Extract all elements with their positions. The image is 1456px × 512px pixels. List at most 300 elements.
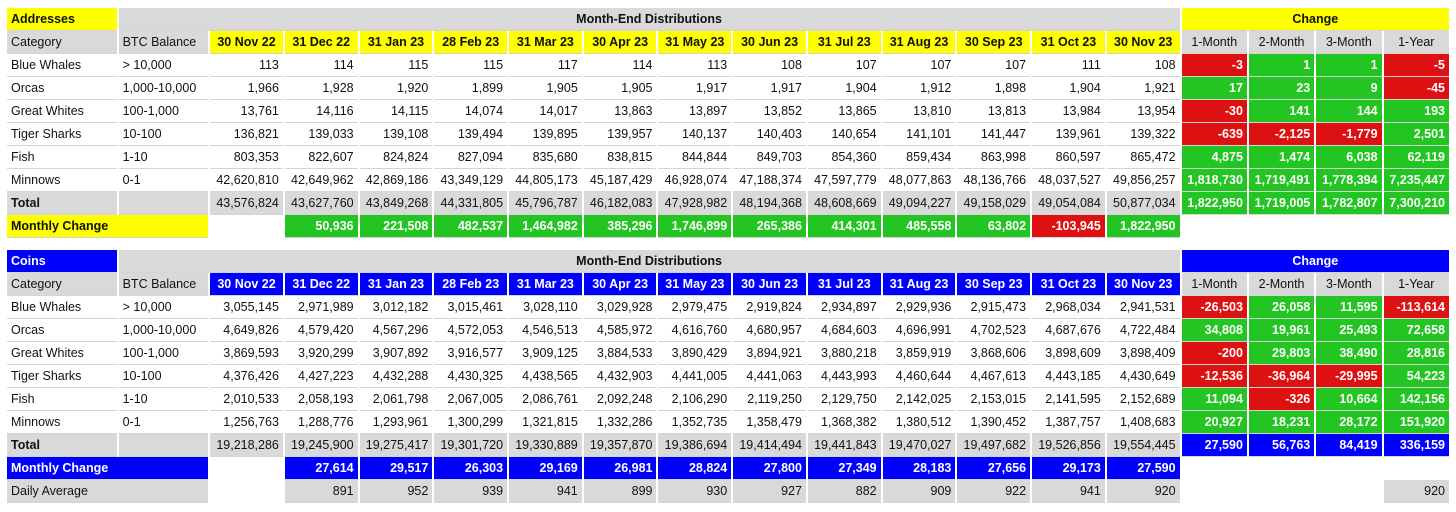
change-cell: 18,231 [1249, 411, 1314, 434]
monthly-change-cell: 29,169 [509, 457, 582, 480]
total-cell: 19,330,889 [509, 434, 582, 457]
change-cell: 7,235,447 [1384, 169, 1449, 192]
total-change-cell: 1,782,807 [1316, 192, 1381, 215]
value-cell: 3,898,409 [1107, 342, 1180, 365]
change-cell: -639 [1182, 123, 1247, 146]
value-cell: 4,430,649 [1107, 365, 1180, 388]
value-cell: 108 [733, 54, 806, 77]
category-cell: Tiger Sharks [7, 123, 117, 146]
value-cell: 3,859,919 [883, 342, 956, 365]
monthly-change-cell: 1,464,982 [509, 215, 582, 238]
value-cell: 42,869,186 [360, 169, 433, 192]
value-cell: 1,408,683 [1107, 411, 1180, 434]
value-cell: 863,998 [957, 146, 1030, 169]
value-cell: 107 [808, 54, 881, 77]
change-col-header: 2-Month [1249, 31, 1314, 54]
value-cell: 849,703 [733, 146, 806, 169]
value-cell: 3,012,182 [360, 296, 433, 319]
total-cell: 19,386,694 [658, 434, 731, 457]
month-header: 31 May 23 [658, 31, 731, 54]
category-header: Category [7, 31, 117, 54]
value-cell: 48,077,863 [883, 169, 956, 192]
change-cell: 1,778,394 [1316, 169, 1381, 192]
value-cell: 46,928,074 [658, 169, 731, 192]
monthly-change-cell: 27,656 [957, 457, 1030, 480]
monthly-change-row [7, 457, 1449, 480]
value-cell: 4,441,063 [733, 365, 806, 388]
total-cell: 19,218,286 [210, 434, 283, 457]
monthly-change-cell: 482,537 [434, 215, 507, 238]
value-cell: 1,966 [210, 77, 283, 100]
value-cell: 2,152,689 [1107, 388, 1180, 411]
total-change-cell: 27,590 [1182, 434, 1247, 457]
category-cell: Orcas [7, 77, 117, 100]
value-cell: 1,905 [584, 77, 657, 100]
value-cell: 4,438,565 [509, 365, 582, 388]
value-cell: 1,899 [434, 77, 507, 100]
value-cell: 139,895 [509, 123, 582, 146]
month-header: 30 Nov 22 [210, 31, 283, 54]
value-cell: 14,115 [360, 100, 433, 123]
value-cell: 2,971,989 [285, 296, 358, 319]
change-cell: -2,125 [1249, 123, 1314, 146]
month-header: 31 Oct 23 [1032, 31, 1105, 54]
change-cell: 20,927 [1182, 411, 1247, 434]
value-cell: 1,300,299 [434, 411, 507, 434]
daily-average-cell: 922 [957, 480, 1030, 503]
change-cell: -12,536 [1182, 365, 1247, 388]
balance-cell: 1,000-10,000 [119, 77, 209, 100]
blank-cell [1384, 457, 1449, 480]
blank-cell [1182, 215, 1247, 238]
change-col-header: 1-Month [1182, 31, 1247, 54]
value-cell: 2,141,595 [1032, 388, 1105, 411]
value-cell: 3,894,921 [733, 342, 806, 365]
value-cell: 4,443,993 [808, 365, 881, 388]
change-cell: 151,920 [1384, 411, 1449, 434]
month-end-header: Month-End Distributions [119, 250, 1180, 273]
value-cell: 3,916,577 [434, 342, 507, 365]
value-cell: 4,616,760 [658, 319, 731, 342]
value-cell: 822,607 [285, 146, 358, 169]
value-cell: 1,904 [1032, 77, 1105, 100]
value-cell: 13,865 [808, 100, 881, 123]
change-cell: 38,490 [1316, 342, 1381, 365]
value-cell: 141,101 [883, 123, 956, 146]
value-cell: 47,597,779 [808, 169, 881, 192]
change-cell: 54,223 [1384, 365, 1449, 388]
total-cell: 44,331,805 [434, 192, 507, 215]
blank-cell [1316, 457, 1381, 480]
month-header: 31 Dec 22 [285, 273, 358, 296]
addresses-table [7, 8, 1449, 238]
value-cell: 2,915,473 [957, 296, 1030, 319]
value-cell: 1,921 [1107, 77, 1180, 100]
value-cell: 139,957 [584, 123, 657, 146]
total-change-cell: 1,719,005 [1249, 192, 1314, 215]
daily-average-cell: 899 [584, 480, 657, 503]
value-cell: 140,654 [808, 123, 881, 146]
value-cell: 14,116 [285, 100, 358, 123]
value-cell: 2,061,798 [360, 388, 433, 411]
monthly-change-cell: 27,349 [808, 457, 881, 480]
change-cell: 1,474 [1249, 146, 1314, 169]
column-header-row [7, 273, 1449, 296]
monthly-change-cell: -103,945 [1032, 215, 1105, 238]
month-header: 30 Sep 23 [957, 31, 1030, 54]
value-cell: 14,017 [509, 100, 582, 123]
value-cell: 1,380,512 [883, 411, 956, 434]
table-row [7, 54, 1449, 77]
value-cell: 140,403 [733, 123, 806, 146]
value-cell: 42,649,962 [285, 169, 358, 192]
balance-cell: 0-1 [119, 411, 209, 434]
value-cell: 13,863 [584, 100, 657, 123]
monthly-change-cell: 50,936 [285, 215, 358, 238]
change-cell: -1,779 [1316, 123, 1381, 146]
total-cell: 19,441,843 [808, 434, 881, 457]
total-label: Total [7, 192, 117, 215]
value-cell: 13,810 [883, 100, 956, 123]
value-cell: 114 [584, 54, 657, 77]
change-cell: 6,038 [1316, 146, 1381, 169]
month-header: 30 Nov 23 [1107, 273, 1180, 296]
value-cell: 43,349,129 [434, 169, 507, 192]
value-cell: 1,332,286 [584, 411, 657, 434]
monthly-change-cell: 26,303 [434, 457, 507, 480]
value-cell: 4,579,420 [285, 319, 358, 342]
monthly-change-cell: 385,296 [584, 215, 657, 238]
total-change-cell: 7,300,210 [1384, 192, 1449, 215]
value-cell: 1,288,776 [285, 411, 358, 434]
value-cell: 13,813 [957, 100, 1030, 123]
month-header: 31 Mar 23 [509, 31, 582, 54]
month-header: 31 Jan 23 [360, 273, 433, 296]
daily-average-cell: 939 [434, 480, 507, 503]
value-cell: 3,920,299 [285, 342, 358, 365]
month-end-header: Month-End Distributions [119, 8, 1180, 31]
value-cell: 1,917 [733, 77, 806, 100]
change-cell: -3 [1182, 54, 1247, 77]
value-cell: 3,880,218 [808, 342, 881, 365]
total-cell: 19,357,870 [584, 434, 657, 457]
table-row [7, 123, 1449, 146]
value-cell: 865,472 [1107, 146, 1180, 169]
value-cell: 803,353 [210, 146, 283, 169]
value-cell: 2,067,005 [434, 388, 507, 411]
daily-average-row [7, 480, 1449, 503]
section-title: Addresses [7, 8, 117, 31]
value-cell: 139,322 [1107, 123, 1180, 146]
month-header: 28 Feb 23 [434, 31, 507, 54]
table-row [7, 169, 1449, 192]
value-cell: 4,722,484 [1107, 319, 1180, 342]
value-cell: 4,432,288 [360, 365, 433, 388]
total-cell: 48,608,669 [808, 192, 881, 215]
change-cell: 193 [1384, 100, 1449, 123]
change-cell: 141 [1249, 100, 1314, 123]
value-cell: 827,094 [434, 146, 507, 169]
total-spacer [119, 192, 209, 215]
value-cell: 4,649,826 [210, 319, 283, 342]
value-cell: 13,852 [733, 100, 806, 123]
value-cell: 4,376,426 [210, 365, 283, 388]
value-cell: 45,187,429 [584, 169, 657, 192]
blank-cell [1384, 215, 1449, 238]
monthly-change-label: Monthly Change [7, 457, 208, 480]
category-cell: Fish [7, 388, 117, 411]
table-row [7, 296, 1449, 319]
total-cell: 19,470,027 [883, 434, 956, 457]
value-cell: 4,696,991 [883, 319, 956, 342]
value-cell: 111 [1032, 54, 1105, 77]
daily-average-cell: 927 [733, 480, 806, 503]
value-cell: 3,055,145 [210, 296, 283, 319]
total-cell: 19,554,445 [1107, 434, 1180, 457]
value-cell: 824,824 [360, 146, 433, 169]
balance-cell: 1,000-10,000 [119, 319, 209, 342]
blank-cell [1316, 480, 1381, 503]
value-cell: 113 [658, 54, 731, 77]
value-cell: 3,884,533 [584, 342, 657, 365]
category-cell: Minnows [7, 411, 117, 434]
value-cell: 4,467,613 [957, 365, 1030, 388]
value-cell: 3,898,609 [1032, 342, 1105, 365]
monthly-change-cell: 28,824 [658, 457, 731, 480]
change-header: Change [1182, 8, 1449, 31]
change-col-header: 2-Month [1249, 273, 1314, 296]
value-cell: 4,585,972 [584, 319, 657, 342]
month-header: 30 Apr 23 [584, 31, 657, 54]
change-col-header: 1-Year [1384, 273, 1449, 296]
daily-average-cell: 891 [285, 480, 358, 503]
table-row [7, 319, 1449, 342]
value-cell: 3,028,110 [509, 296, 582, 319]
value-cell: 47,188,374 [733, 169, 806, 192]
monthly-change-cell: 27,800 [733, 457, 806, 480]
daily-average-cell: 930 [658, 480, 731, 503]
value-cell: 1,387,757 [1032, 411, 1105, 434]
value-cell: 2,086,761 [509, 388, 582, 411]
total-cell: 48,194,368 [733, 192, 806, 215]
value-cell: 4,546,513 [509, 319, 582, 342]
table-row [7, 411, 1449, 434]
value-cell: 3,907,892 [360, 342, 433, 365]
value-cell: 113 [210, 54, 283, 77]
change-cell: -326 [1249, 388, 1314, 411]
blank-cell [210, 480, 283, 503]
month-header: 31 Jul 23 [808, 31, 881, 54]
total-cell: 19,414,494 [733, 434, 806, 457]
total-change-cell: 336,159 [1384, 434, 1449, 457]
value-cell: 1,368,382 [808, 411, 881, 434]
value-cell: 136,821 [210, 123, 283, 146]
balance-cell: 100-1,000 [119, 342, 209, 365]
change-cell: 28,816 [1384, 342, 1449, 365]
value-cell: 4,572,053 [434, 319, 507, 342]
monthly-change-cell: 414,301 [808, 215, 881, 238]
balance-header: BTC Balance [119, 273, 209, 296]
balance-cell: 0-1 [119, 169, 209, 192]
change-cell: 2,501 [1384, 123, 1449, 146]
change-cell: 19,961 [1249, 319, 1314, 342]
total-cell: 49,094,227 [883, 192, 956, 215]
monthly-change-cell: 26,981 [584, 457, 657, 480]
month-header: 31 Aug 23 [883, 273, 956, 296]
total-cell: 49,158,029 [957, 192, 1030, 215]
value-cell: 1,912 [883, 77, 956, 100]
change-cell: -29,995 [1316, 365, 1381, 388]
change-cell: 34,808 [1182, 319, 1247, 342]
value-cell: 3,890,429 [658, 342, 731, 365]
monthly-change-cell: 1,746,899 [658, 215, 731, 238]
monthly-change-label: Monthly Change [7, 215, 208, 238]
month-header: 31 May 23 [658, 273, 731, 296]
category-header: Category [7, 273, 117, 296]
value-cell: 114 [285, 54, 358, 77]
blank-cell [1249, 457, 1314, 480]
monthly-change-cell: 27,590 [1107, 457, 1180, 480]
column-header-row [7, 31, 1449, 54]
total-row [7, 434, 1449, 457]
total-cell: 47,928,982 [658, 192, 731, 215]
change-cell: 1 [1316, 54, 1381, 77]
daily-average-year-cell: 920 [1384, 480, 1449, 503]
change-header: Change [1182, 250, 1449, 273]
value-cell: 2,142,025 [883, 388, 956, 411]
section-header-row [7, 8, 1449, 31]
report [5, 8, 1451, 503]
change-cell: 62,119 [1384, 146, 1449, 169]
value-cell: 1,917 [658, 77, 731, 100]
daily-average-cell: 920 [1107, 480, 1180, 503]
category-cell: Minnows [7, 169, 117, 192]
value-cell: 4,427,223 [285, 365, 358, 388]
month-header: 31 Jul 23 [808, 273, 881, 296]
value-cell: 49,856,257 [1107, 169, 1180, 192]
change-cell: 11,094 [1182, 388, 1247, 411]
total-cell: 43,627,760 [285, 192, 358, 215]
value-cell: 2,968,034 [1032, 296, 1105, 319]
month-header: 30 Apr 23 [584, 273, 657, 296]
change-cell: -113,614 [1384, 296, 1449, 319]
daily-average-cell: 941 [509, 480, 582, 503]
blank-cell [1182, 480, 1247, 503]
change-cell: -200 [1182, 342, 1247, 365]
value-cell: 14,074 [434, 100, 507, 123]
value-cell: 1,928 [285, 77, 358, 100]
category-cell: Great Whites [7, 100, 117, 123]
table-row [7, 146, 1449, 169]
change-cell: 1,818,730 [1182, 169, 1247, 192]
category-cell: Fish [7, 146, 117, 169]
change-cell: 142,156 [1384, 388, 1449, 411]
month-header: 30 Jun 23 [733, 273, 806, 296]
change-col-header: 3-Month [1316, 31, 1381, 54]
value-cell: 3,868,606 [957, 342, 1030, 365]
value-cell: 1,905 [509, 77, 582, 100]
category-cell: Orcas [7, 319, 117, 342]
blank-cell [210, 215, 283, 238]
value-cell: 4,460,644 [883, 365, 956, 388]
month-header: 30 Jun 23 [733, 31, 806, 54]
value-cell: 860,597 [1032, 146, 1105, 169]
category-cell: Blue Whales [7, 296, 117, 319]
month-header: 31 Aug 23 [883, 31, 956, 54]
monthly-change-cell: 221,508 [360, 215, 433, 238]
monthly-change-cell: 485,558 [883, 215, 956, 238]
change-cell: 26,058 [1249, 296, 1314, 319]
value-cell: 3,015,461 [434, 296, 507, 319]
section-title: Coins [7, 250, 117, 273]
change-cell: 17 [1182, 77, 1247, 100]
balance-header: BTC Balance [119, 31, 209, 54]
value-cell: 4,430,325 [434, 365, 507, 388]
value-cell: 117 [509, 54, 582, 77]
daily-average-cell: 952 [360, 480, 433, 503]
value-cell: 48,136,766 [957, 169, 1030, 192]
value-cell: 2,092,248 [584, 388, 657, 411]
daily-average-cell: 909 [883, 480, 956, 503]
value-cell: 4,684,603 [808, 319, 881, 342]
value-cell: 4,680,957 [733, 319, 806, 342]
value-cell: 2,010,533 [210, 388, 283, 411]
total-cell: 43,576,824 [210, 192, 283, 215]
monthly-change-cell: 63,802 [957, 215, 1030, 238]
value-cell: 3,909,125 [509, 342, 582, 365]
month-header: 31 Oct 23 [1032, 273, 1105, 296]
value-cell: 2,153,015 [957, 388, 1030, 411]
change-cell: -26,503 [1182, 296, 1247, 319]
balance-cell: 10-100 [119, 123, 209, 146]
table-row [7, 100, 1449, 123]
category-cell: Great Whites [7, 342, 117, 365]
value-cell: 139,961 [1032, 123, 1105, 146]
value-cell: 2,929,936 [883, 296, 956, 319]
value-cell: 107 [883, 54, 956, 77]
daily-average-cell: 941 [1032, 480, 1105, 503]
value-cell: 107 [957, 54, 1030, 77]
monthly-change-row [7, 215, 1449, 238]
value-cell: 115 [434, 54, 507, 77]
value-cell: 4,441,005 [658, 365, 731, 388]
month-header: 31 Jan 23 [360, 31, 433, 54]
change-cell: 11,595 [1316, 296, 1381, 319]
value-cell: 2,119,250 [733, 388, 806, 411]
value-cell: 1,293,961 [360, 411, 433, 434]
monthly-change-cell: 1,822,950 [1107, 215, 1180, 238]
total-change-cell: 84,419 [1316, 434, 1381, 457]
value-cell: 4,702,523 [957, 319, 1030, 342]
value-cell: 1,390,452 [957, 411, 1030, 434]
value-cell: 139,033 [285, 123, 358, 146]
value-cell: 44,805,173 [509, 169, 582, 192]
total-change-cell: 56,763 [1249, 434, 1314, 457]
change-cell: 1 [1249, 54, 1314, 77]
value-cell: 854,360 [808, 146, 881, 169]
total-cell: 19,275,417 [360, 434, 433, 457]
coins-table [7, 250, 1449, 503]
total-cell: 19,245,900 [285, 434, 358, 457]
monthly-change-cell: 29,517 [360, 457, 433, 480]
month-header: 28 Feb 23 [434, 273, 507, 296]
value-cell: 2,979,475 [658, 296, 731, 319]
change-cell: 25,493 [1316, 319, 1381, 342]
section-header-row [7, 250, 1449, 273]
value-cell: 108 [1107, 54, 1180, 77]
value-cell: 4,443,185 [1032, 365, 1105, 388]
balance-cell: 100-1,000 [119, 100, 209, 123]
